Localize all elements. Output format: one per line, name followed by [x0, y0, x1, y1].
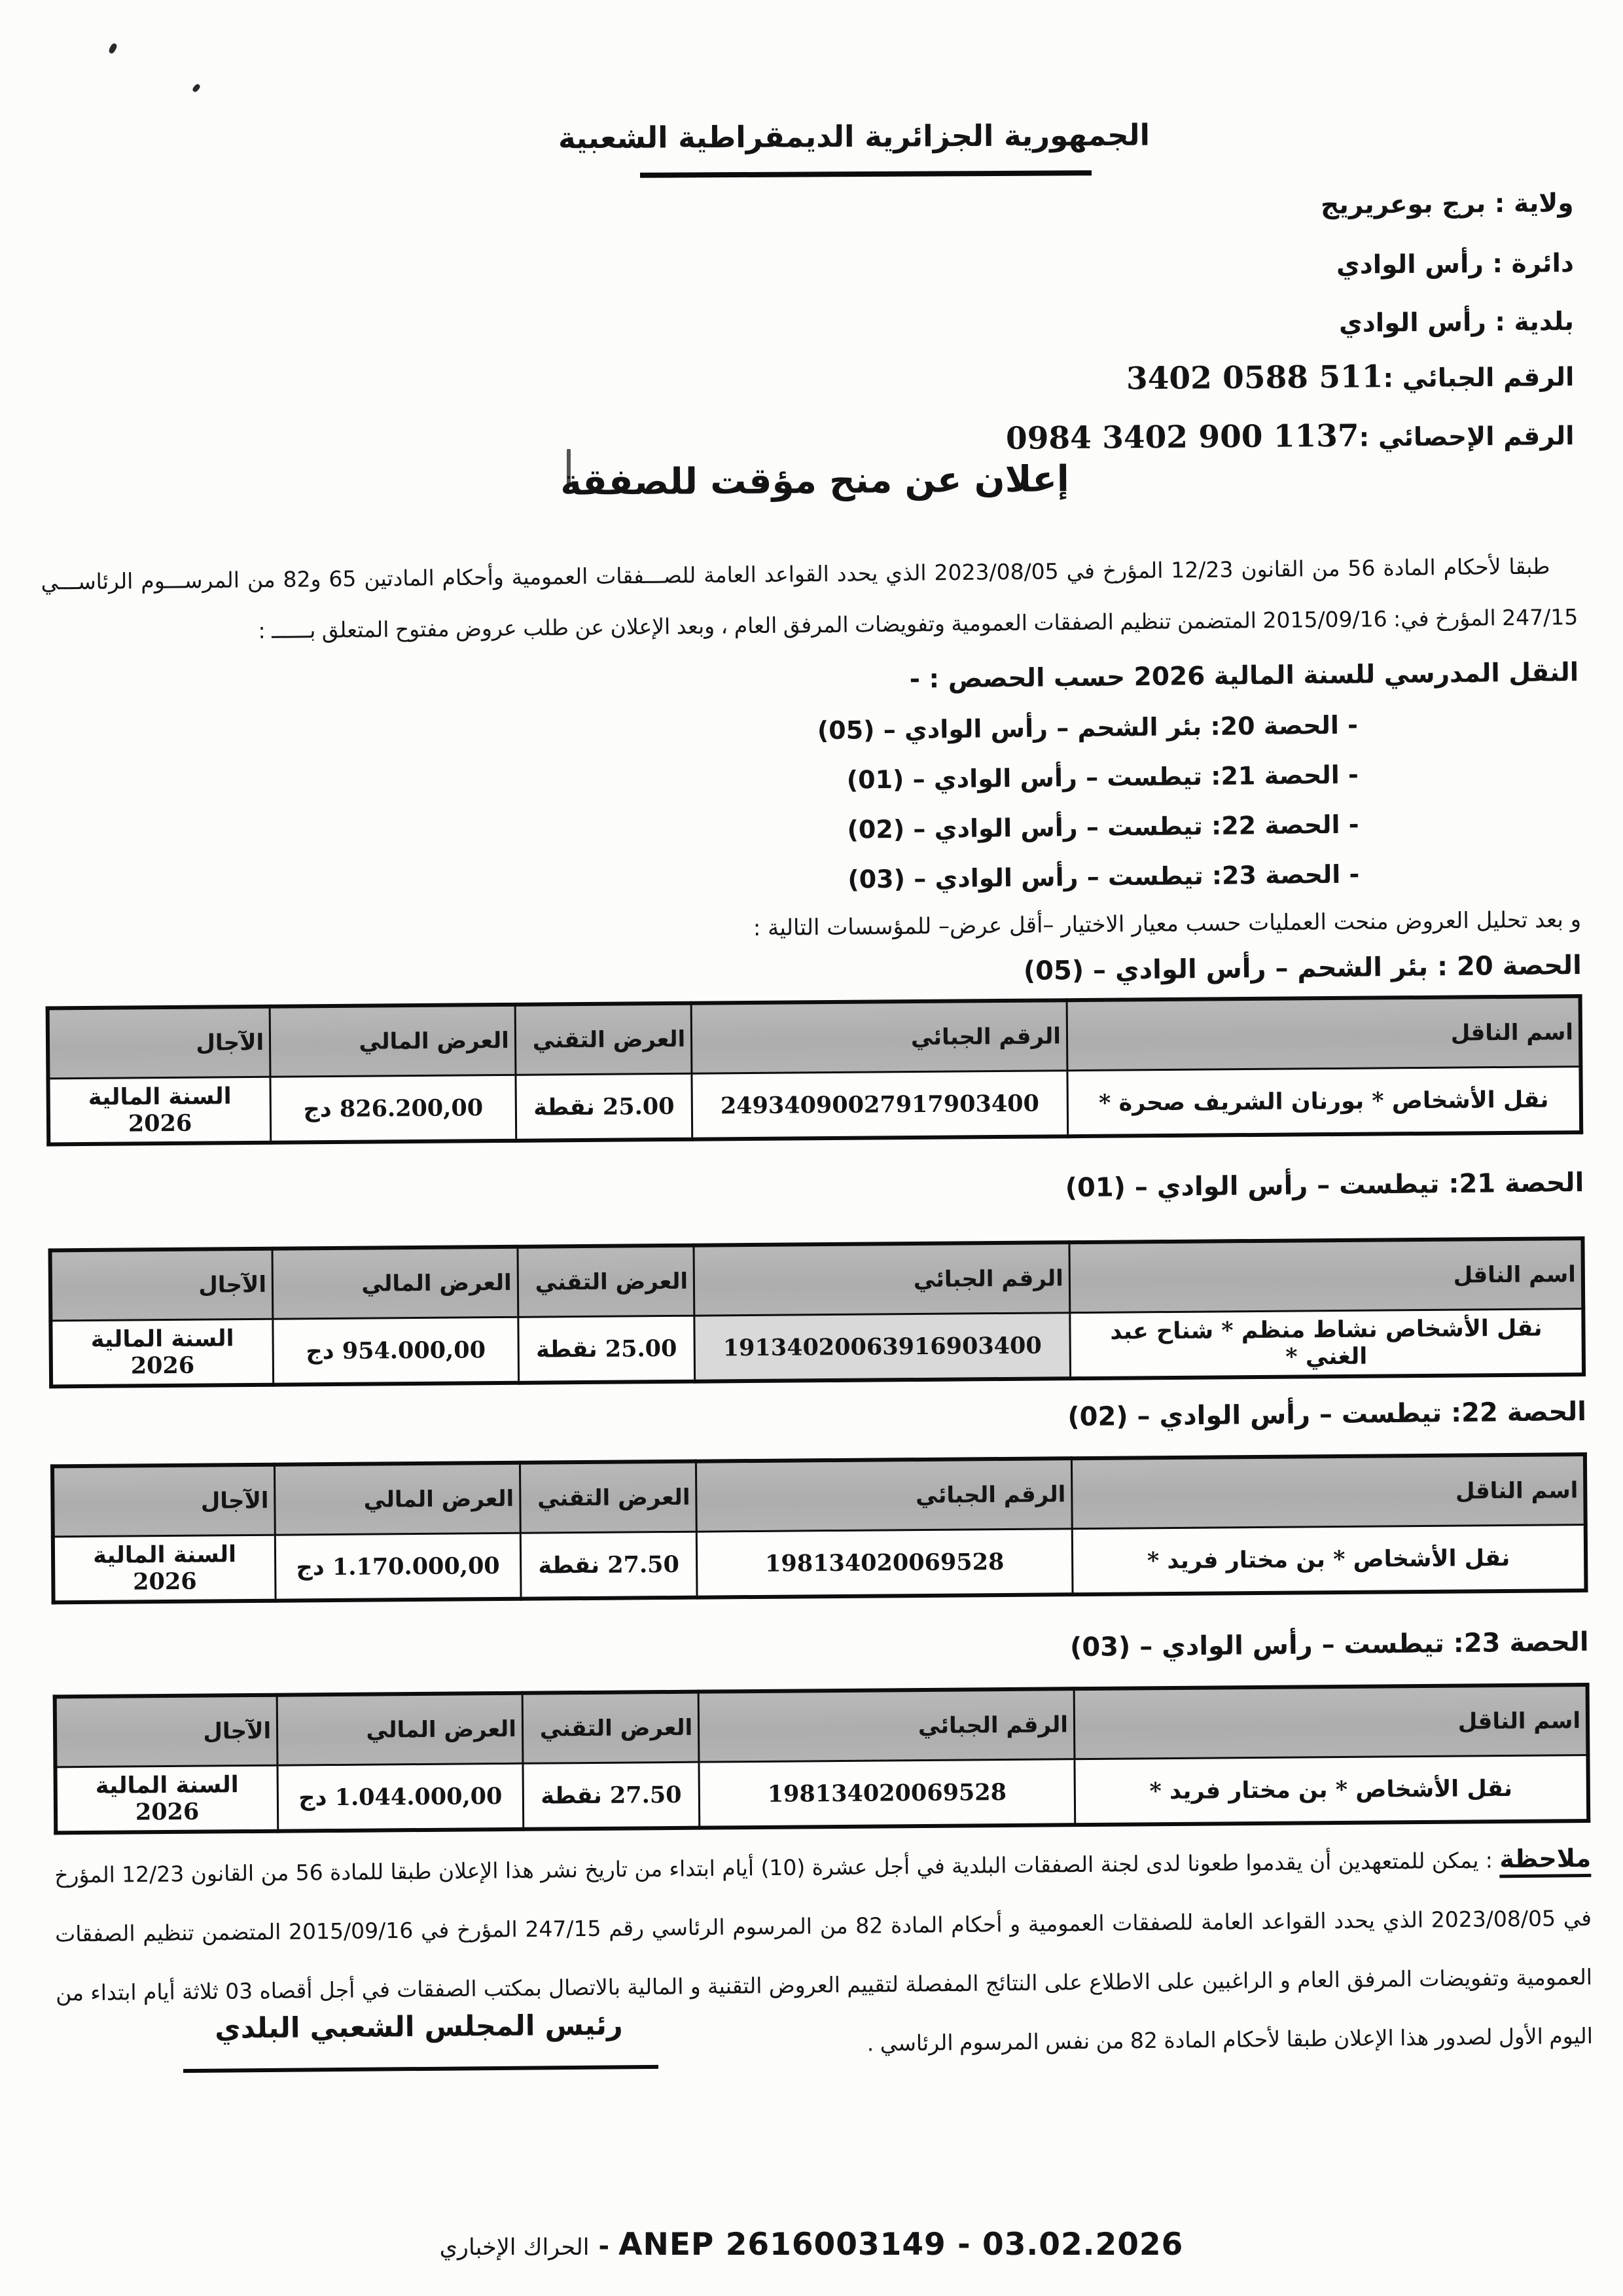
table-header-row — [50, 1238, 1584, 1321]
tax-id-header: الرقم الجبائي — [691, 1000, 1067, 1073]
financial-offer-cell: 954.000,00 دج — [273, 1317, 518, 1384]
tax-number-label: الرقم الجبائي : — [1382, 363, 1575, 394]
award-criteria-line: و بعد تحليل العروض منحت العمليات حسب معيار الاختيار –أقل عرض– للمؤسسات التالية : — [753, 906, 1582, 942]
lot-item-20: - الحصة 20: بئر الشحم – رأس الوادي – (05) — [817, 710, 1359, 745]
table-header-row — [52, 1454, 1586, 1537]
section-heading-lot-20: الحصة 20 : بئر الشحم – رأس الوادي – (05) — [1023, 950, 1582, 986]
carrier-header: اسم الناقل — [1071, 1454, 1585, 1529]
technical-offer-cell: 27.50 نقطة — [520, 1532, 697, 1599]
deadline-header: الآجال — [55, 1695, 277, 1767]
daira-line: دائرة : رأس الوادي — [1336, 249, 1575, 280]
tax-id-header: الرقم الجبائي — [696, 1458, 1073, 1532]
carrier-header: اسم الناقل — [1067, 996, 1580, 1071]
technical-offer-header: العرض التقني — [522, 1692, 699, 1764]
stat-number-line — [1005, 416, 1574, 457]
carrier-cell: نقل الأشخاص نشاط منظم * شناح عبد الغني * — [1070, 1309, 1584, 1379]
subject-line: النقل المدرسي للسنة المالية 2026 حسب الحصص : - — [909, 657, 1579, 694]
deadline-header: الآجال — [52, 1465, 275, 1537]
signature-title: رئيس المجلس الشعبي البلدي — [215, 2009, 623, 2045]
award-table-lot-22 — [50, 1452, 1588, 1604]
financial-offer-header: العرض المالي — [275, 1463, 521, 1535]
tax-id-cell: 198134020069528 — [699, 1759, 1075, 1828]
tax-number-line — [1126, 357, 1574, 397]
table-row — [48, 1067, 1581, 1145]
section-heading-lot-21: الحصة 21: تيطست – رأس الوادي – (01) — [1065, 1167, 1584, 1204]
lot-item-23: - الحصة 23: تيطست – رأس الوادي – (03) — [847, 859, 1360, 894]
technical-offer-header: العرض التقني — [520, 1462, 696, 1534]
table-header-row — [55, 1685, 1588, 1767]
section-heading-lot-22: الحصة 22: تيطست – رأس الوادي – (02) — [1067, 1396, 1587, 1433]
note-label: ملاحظة — [1499, 1844, 1591, 1878]
intro-paragraph: طبقا لأحكام المادة 56 من القانون 12/23 المؤرخ في 2023/08/05 الذي يحدد القواعد العامة للصـــفقات العمومية وأحكام المادتين 65 و82 من المرســـوم الرئاســـي 247/15 المؤرخ في: 2015/09/16 المتضمن تنظيم الصفقات العمومية وتفويضات المرفق العام ، وبعد الإعلان عن طلب عروض مفتوح المتعلق بــــــ : — [41, 553, 1578, 644]
stat-number-label: الرقم الإحصائي : — [1359, 422, 1575, 453]
footer-line — [0, 2227, 1623, 2263]
technical-offer-header: العرض التقني — [515, 1003, 692, 1075]
tax-id-cell: 24934090027917903400 — [692, 1071, 1068, 1139]
tax-id-cell: 19134020063916903400 — [694, 1313, 1071, 1382]
tax-id-header: الرقم الجبائي — [694, 1242, 1070, 1316]
table-header-row — [48, 996, 1581, 1079]
deadline-cell: السنة المالية 2026 — [50, 1319, 273, 1386]
republic-title: الجمهورية الجزائرية الديمقراطية الشعبية — [558, 117, 1150, 156]
footer-source: الحراك الإخباري — [439, 2234, 590, 2261]
scan-artifact — [108, 43, 118, 54]
financial-offer-cell: 1.170.000,00 دج — [275, 1533, 520, 1600]
page-title: إعلان عن منح مؤقت للصفقة — [560, 457, 1069, 503]
republic-title-underline — [640, 170, 1092, 178]
table-row — [53, 1525, 1586, 1603]
financial-offer-cell: 1.044.000,00 دج — [277, 1763, 523, 1831]
tax-number-value: 3402 0588 511 — [1126, 359, 1383, 397]
deadline-header: الآجال — [50, 1249, 273, 1321]
financial-offer-header: العرض المالي — [277, 1693, 523, 1765]
carrier-header: اسم الناقل — [1069, 1238, 1583, 1313]
financial-offer-cell: 826.200,00 دج — [270, 1075, 516, 1142]
technical-offer-cell: 25.00 نقطة — [518, 1316, 695, 1383]
wilaya-line: ولاية : برج بوعريريج — [1321, 188, 1575, 221]
deadline-cell: السنة المالية 2026 — [53, 1535, 276, 1602]
carrier-cell: نقل الأشخاص * بورنان الشريف صحرة * — [1067, 1067, 1581, 1137]
tax-id-header: الرقم الجبائي — [698, 1689, 1075, 1762]
table-wrap-lot-20 — [45, 992, 1583, 1149]
technical-offer-cell: 25.00 نقطة — [516, 1073, 692, 1141]
stat-number-value: 0984 3402 900 1137 — [1005, 418, 1359, 457]
financial-offer-header: العرض المالي — [272, 1247, 518, 1319]
deadline-cell: السنة المالية 2026 — [55, 1765, 277, 1833]
lot-item-21: - الحصة 21: تيطست – رأس الوادي – (01) — [846, 760, 1359, 795]
table-wrap-lot-22 — [50, 1450, 1588, 1607]
deadline-cell: السنة المالية 2026 — [48, 1077, 270, 1144]
anep-reference: ANEP 2616003149 - 03.02.2026 — [618, 2227, 1184, 2263]
footer-separator: - — [598, 2231, 610, 2261]
table-row — [50, 1309, 1584, 1387]
carrier-cell: نقل الأشخاص * بن مختار فريد * — [1075, 1755, 1588, 1825]
award-table-lot-23 — [53, 1683, 1591, 1835]
technical-offer-header: العرض التقني — [518, 1246, 694, 1318]
carrier-header: اسم الناقل — [1074, 1685, 1588, 1759]
note-text: : يمكن للمتعهدين أن يقدموا طعونا لدى لجنة الصفقات البلدية في أجل عشرة (10) أيام ابتداء من تاريخ نشر هذا الإعلان طبقا للمادة 56 من القانون 12/23 المؤرخ في 2023/08/05 الذي يحدد القواعد العامة للصفقات العمومية و أحكام المادة 82 من المرسوم الرئاسي رقم 247/15 المؤرخ في 2015/09/16 المتضمن تنظيم الصفقات العمومية وتفويضات المرفق العام و الراغبين على الاطلاع على النتائج المفصلة لتقييم العروض التقنية و المالية بالاتصال بمكتب الصفقات في أجل أقصاه 03 ثلاثة أيام ابتداء من اليوم الأول لصدور هذا الإعلان طبقا لأحكام المادة 82 من نفس المرسوم الرئاسي . — [54, 1847, 1594, 2056]
technical-offer-cell: 27.50 نقطة — [523, 1762, 700, 1829]
award-table-lot-21 — [48, 1236, 1586, 1388]
carrier-cell: نقل الأشخاص * بن مختار فريد * — [1072, 1525, 1586, 1595]
scan-artifact — [192, 83, 201, 93]
section-heading-lot-23: الحصة 23: تيطست – رأس الوادي – (03) — [1069, 1626, 1589, 1663]
lots-list — [43, 698, 1581, 913]
deadline-header: الآجال — [48, 1007, 270, 1079]
award-table-lot-20 — [46, 994, 1584, 1146]
commune-line: بلدية : رأس الوادي — [1338, 307, 1575, 338]
table-wrap-lot-21 — [48, 1234, 1586, 1391]
table-wrap-lot-23 — [52, 1681, 1590, 1837]
lot-item-22: - الحصة 22: تيطست – رأس الوادي – (02) — [847, 810, 1359, 844]
document-body — [41, 541, 1594, 2103]
tax-id-cell: 198134020069528 — [696, 1529, 1073, 1598]
table-row — [55, 1755, 1588, 1833]
financial-offer-header: العرض المالي — [270, 1005, 516, 1077]
